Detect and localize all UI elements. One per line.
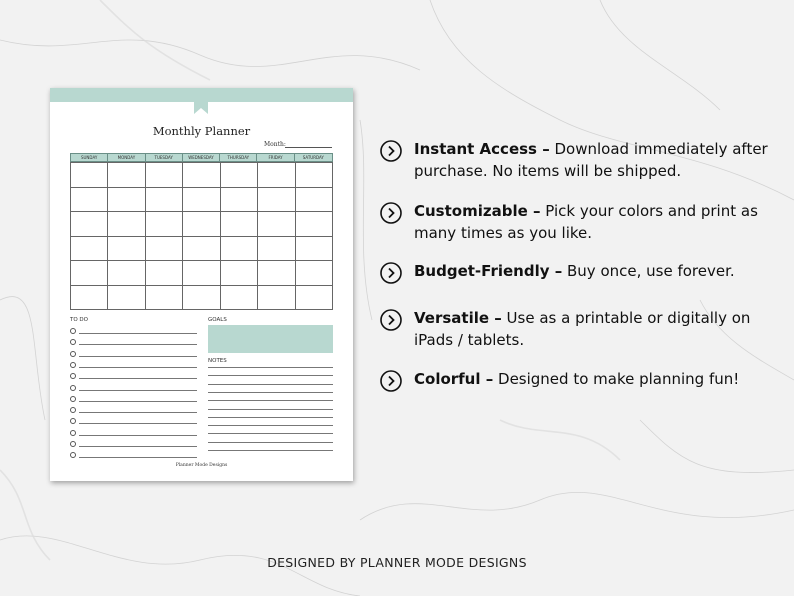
feature-item — [380, 368, 775, 390]
calendar-day-cell — [146, 237, 183, 262]
calendar-day-cell — [221, 261, 258, 286]
month-label: Month: — [264, 141, 286, 148]
note-line — [208, 425, 333, 426]
todo-checkbox-icon — [70, 362, 76, 368]
note-line — [208, 400, 333, 401]
todo-checkbox-icon — [70, 396, 76, 402]
planner-sheet — [50, 88, 353, 481]
todo-row — [70, 337, 198, 347]
calendar-day-cell — [221, 188, 258, 213]
note-line — [208, 384, 333, 385]
weekday-label: SATURDAY — [302, 155, 324, 160]
calendar-day-cell — [146, 163, 183, 188]
feature-item — [380, 260, 775, 282]
todo-line — [79, 390, 197, 391]
chevron-right-circle-icon — [380, 262, 402, 284]
calendar-day-cell — [183, 212, 220, 237]
feature-item — [380, 307, 775, 351]
calendar-day-cell — [71, 286, 108, 311]
feature-text: Use as a printable or digitally on iPads / tablets. — [414, 309, 751, 349]
calendar-day-cell — [108, 163, 145, 188]
todo-line — [79, 423, 197, 424]
todo-checkbox-icon — [70, 407, 76, 413]
calendar-day-cell — [183, 237, 220, 262]
feature-text: Download immediately after purchase. No items will be shipped. — [414, 140, 768, 180]
note-line — [208, 417, 333, 418]
calendar-day-cell — [258, 212, 295, 237]
calendar-day-cell — [258, 188, 295, 213]
month-line — [285, 147, 332, 148]
todo-row — [70, 326, 198, 336]
note-line — [208, 450, 333, 451]
calendar-day-cell — [108, 188, 145, 213]
feature-title: Instant Access – — [414, 140, 550, 158]
notes-label: NOTES — [208, 358, 227, 364]
todo-line — [79, 435, 197, 436]
calendar-day-cell — [221, 163, 258, 188]
calendar-day-cell — [296, 286, 333, 311]
calendar-day-cell — [71, 237, 108, 262]
feature-text: Designed to make planning fun! — [498, 370, 740, 388]
todo-line — [79, 344, 197, 345]
todo-checkbox-icon — [70, 452, 76, 458]
calendar-day-cell — [258, 237, 295, 262]
calendar-day-cell — [146, 286, 183, 311]
feature-item — [380, 138, 775, 182]
note-line — [208, 367, 333, 368]
todo-line — [79, 378, 197, 379]
weekday-label: SUNDAY — [71, 154, 108, 162]
feature-title: Customizable – — [414, 202, 541, 220]
calendar-day-cell — [108, 261, 145, 286]
calendar — [70, 153, 333, 310]
todo-row — [70, 416, 198, 426]
calendar-day-cell — [108, 286, 145, 311]
todo-checkbox-icon — [70, 430, 76, 436]
note-line — [208, 392, 333, 393]
calendar-day-cell — [296, 212, 333, 237]
calendar-day-cell — [296, 261, 333, 286]
goals-label: GOALS — [208, 317, 227, 323]
planner-title: Monthly Planner — [152, 124, 251, 138]
feature-text: Pick your colors and print as many times as you like. — [414, 202, 758, 242]
calendar-day-cell — [183, 163, 220, 188]
calendar-day-cell — [221, 286, 258, 311]
calendar-day-cell — [183, 286, 220, 311]
chevron-right-circle-icon — [380, 309, 402, 331]
calendar-day-cell — [221, 237, 258, 262]
todo-line — [79, 333, 197, 334]
calendar-day-cell — [258, 286, 295, 311]
weekday-label: THURSDAY — [220, 154, 257, 162]
note-line — [208, 409, 333, 410]
calendar-weekday-header — [70, 153, 333, 162]
todo-line — [79, 412, 197, 413]
weekday-label: FRIDAY — [257, 154, 294, 162]
chevron-right-circle-icon — [380, 202, 402, 224]
calendar-day-cell — [71, 188, 108, 213]
calendar-day-cell — [296, 188, 333, 213]
todo-row — [70, 394, 198, 404]
todo-checkbox-icon — [70, 328, 76, 334]
todo-line — [79, 457, 197, 458]
note-line — [208, 433, 333, 434]
calendar-day-cell — [296, 163, 333, 188]
todo-checkbox-icon — [70, 385, 76, 391]
calendar-grid — [70, 162, 333, 310]
calendar-day-cell — [258, 163, 295, 188]
feature-title: Versatile – — [414, 309, 502, 327]
calendar-day-cell — [71, 163, 108, 188]
todo-row — [70, 439, 198, 449]
todo-checkbox-icon — [70, 351, 76, 357]
todo-checkbox-icon — [70, 339, 76, 345]
weekday-label: WEDNESDAY — [183, 154, 220, 162]
calendar-day-cell — [71, 261, 108, 286]
feature-title: Colorful – — [414, 370, 494, 388]
calendar-day-cell — [146, 261, 183, 286]
calendar-day-cell — [258, 261, 295, 286]
todo-line — [79, 367, 197, 368]
note-line — [208, 442, 333, 443]
planner-footer: Planner Mode Designs — [175, 463, 228, 468]
todo-row — [70, 371, 198, 381]
todo-line — [79, 356, 197, 357]
chevron-right-circle-icon — [380, 370, 402, 392]
feature-item — [380, 200, 775, 244]
calendar-day-cell — [183, 261, 220, 286]
todo-line — [79, 401, 197, 402]
bookmark-ribbon — [194, 88, 208, 114]
feature-text: Buy once, use forever. — [567, 262, 735, 280]
todo-line — [79, 446, 197, 447]
todo-checkbox-icon — [70, 441, 76, 447]
calendar-day-cell — [183, 188, 220, 213]
todo-row — [70, 349, 198, 359]
weekday-label: MONDAY — [108, 154, 145, 162]
calendar-day-cell — [146, 212, 183, 237]
calendar-day-cell — [71, 212, 108, 237]
todo-checkbox-icon — [70, 418, 76, 424]
todo-row — [70, 360, 198, 370]
calendar-day-cell — [108, 237, 145, 262]
todo-checkbox-icon — [70, 373, 76, 379]
weekday-label: TUESDAY — [146, 154, 183, 162]
todo-row — [70, 383, 198, 393]
goals-box — [208, 325, 333, 353]
calendar-day-cell — [296, 237, 333, 262]
todo-row — [70, 405, 198, 415]
calendar-day-cell — [221, 212, 258, 237]
calendar-day-cell — [146, 188, 183, 213]
note-line — [208, 375, 333, 376]
calendar-day-cell — [108, 212, 145, 237]
chevron-right-circle-icon — [380, 140, 402, 162]
todo-label: TO DO — [70, 317, 89, 323]
feature-title: Budget-Friendly – — [414, 262, 563, 280]
designer-credit: DESIGNED BY PLANNER MODE DESIGNS — [267, 555, 527, 570]
todo-row — [70, 450, 198, 460]
todo-row — [70, 428, 198, 438]
